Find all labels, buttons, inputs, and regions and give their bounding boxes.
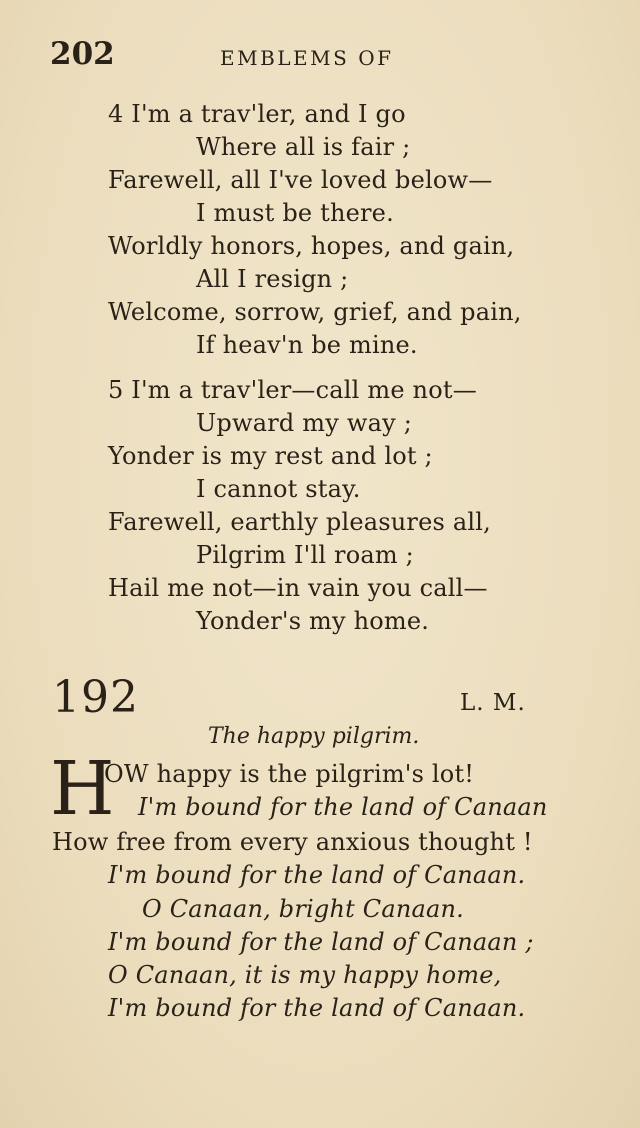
hymn-line-3: How free from every anxious thought ! [52, 828, 533, 856]
stanza5-line-6: Pilgrim I'll roam ; [196, 541, 414, 569]
stanza4-line-7: Welcome, sorrow, grief, and pain, [108, 298, 522, 326]
hymn-line-4: I'm bound for the land of Canaan. [108, 861, 526, 889]
stanza4-line-8: If heav'n be mine. [196, 331, 418, 359]
hymn-line-2: I'm bound for the land of Canaan [138, 793, 548, 821]
stanza5-line-3: Yonder is my rest and lot ; [108, 442, 433, 470]
stanza5-line-1: 5 I'm a trav'ler—call me not— [108, 376, 477, 404]
stanza4-line-1: 4 I'm a trav'ler, and I go [108, 100, 406, 128]
stanza5-line-4: I cannot stay. [196, 475, 361, 503]
stanza5-line-8: Yonder's my home. [196, 607, 430, 635]
stanza5-line-7: Hail me not—in vain you call— [108, 574, 488, 602]
hymn-meter: L. M. [460, 690, 526, 716]
stanza5-line-5: Farewell, earthly pleasures all, [108, 508, 491, 536]
stanza4-line-4: I must be there. [196, 199, 394, 227]
hymn-number: 192 [52, 672, 139, 723]
drop-cap: H [50, 746, 115, 832]
hymn-line-7: O Canaan, it is my happy home, [108, 961, 502, 989]
stanza4-line-5: Worldly honors, hopes, and gain, [108, 232, 515, 260]
hymn-line-8: I'm bound for the land of Canaan. [108, 994, 526, 1022]
stanza4-line-2: Where all is fair ; [196, 133, 411, 161]
page-number: 202 [50, 36, 115, 72]
stanza4-line-6: All I resign ; [196, 265, 349, 293]
hymn-line-5: O Canaan, bright Canaan. [142, 895, 465, 923]
hymn-line-1: OW happy is the pilgrim's lot! [104, 760, 475, 788]
running-title: EMBLEMS OF [220, 46, 394, 70]
stanza4-line-3: Farewell, all I've loved below— [108, 166, 493, 194]
stanza5-line-2: Upward my way ; [196, 409, 412, 437]
hymn-subtitle: The happy pilgrim. [208, 724, 420, 749]
hymn-line-6: I'm bound for the land of Canaan ; [108, 928, 534, 956]
